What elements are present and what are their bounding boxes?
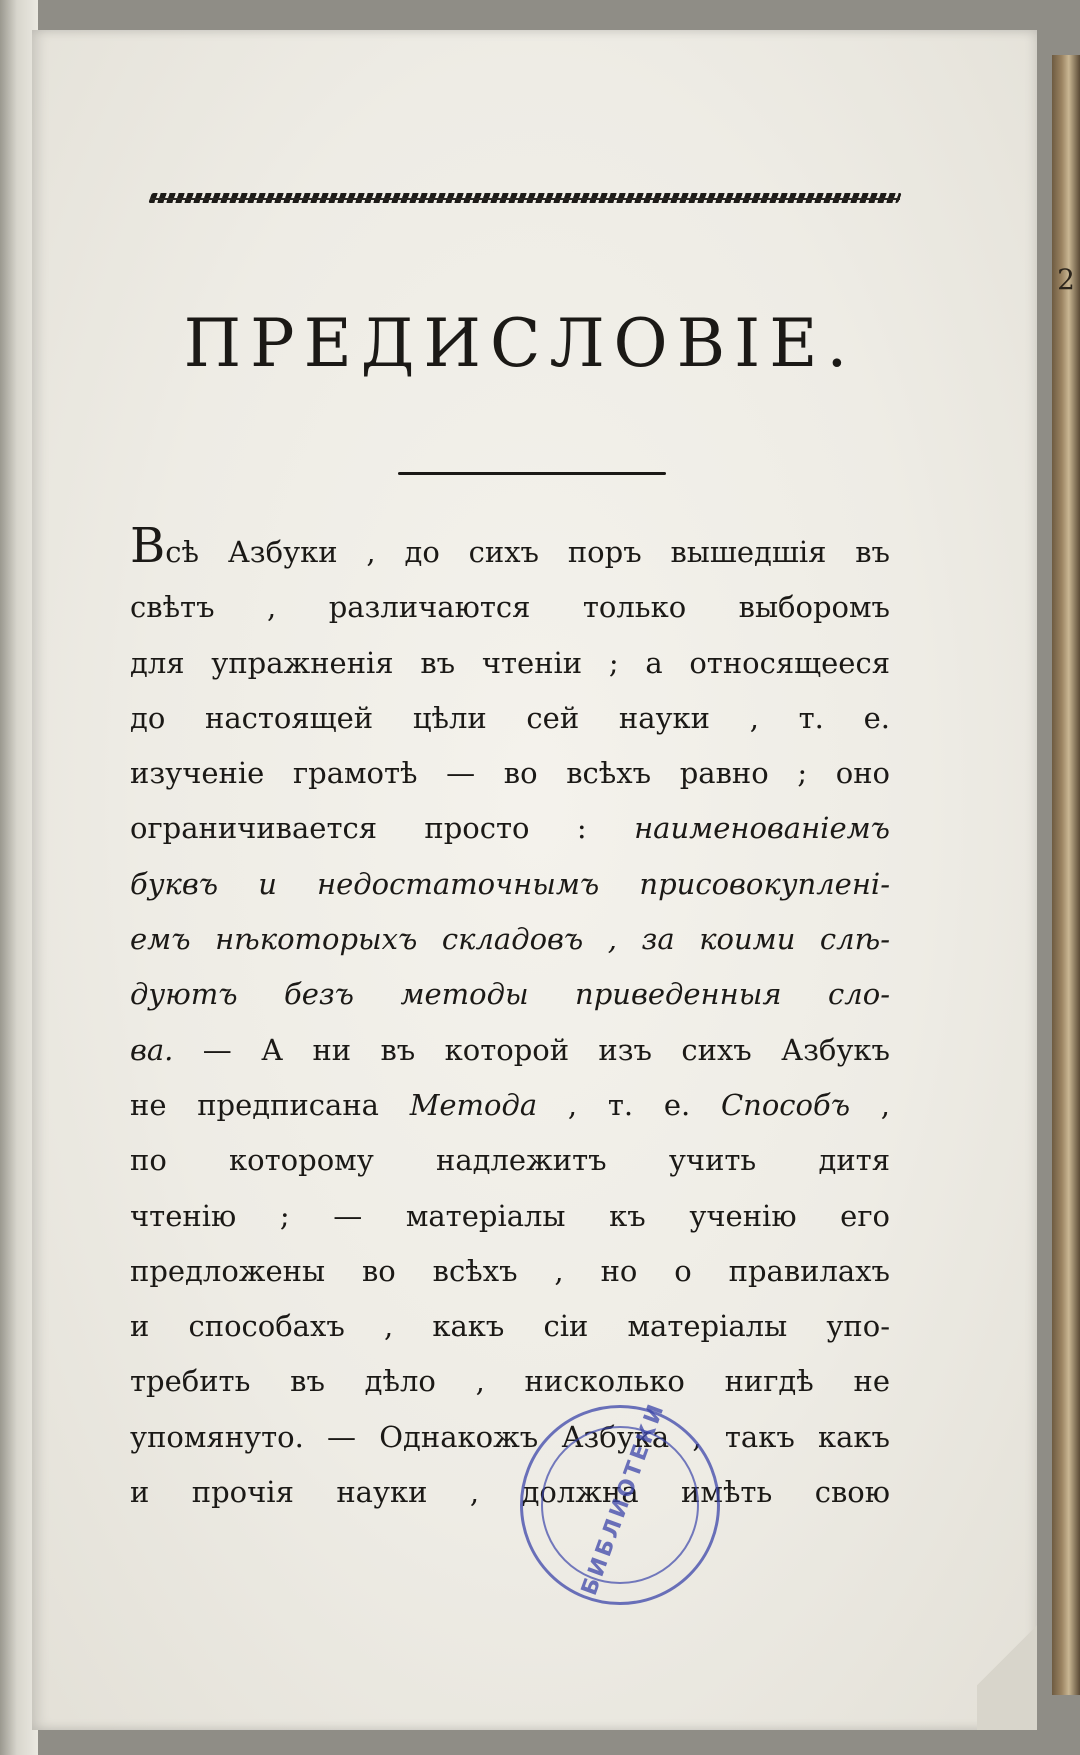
text-run: сѣ Азбуки , до сихъ поръ вышедшія въ: [165, 535, 890, 569]
text-line: [130, 1465, 890, 1520]
text-line: [130, 1078, 890, 1133]
text-line: [130, 746, 890, 801]
page-title: ПРЕДИСЛОВІЕ.: [183, 305, 857, 382]
text-run: чтенію ; — матеріалы къ ученію его: [130, 1198, 890, 1233]
text-run: Метода: [409, 1087, 538, 1122]
library-stamp: [520, 1398, 720, 1605]
text-line: [130, 967, 890, 1022]
text-line: [130, 857, 890, 912]
text-run: требить въ дѣло , нисколько нигдѣ не: [130, 1364, 890, 1399]
text-run: Способъ: [720, 1087, 851, 1122]
preface-text: [130, 518, 891, 1520]
book-spine-edge: [1052, 55, 1080, 1695]
text-line: [130, 1023, 890, 1078]
spine-mark: 2: [1057, 263, 1075, 296]
text-run: предложены во всѣхъ , но о правилахъ: [130, 1253, 890, 1288]
header-ornament-line: [150, 198, 900, 200]
text-line: [130, 1133, 890, 1188]
text-run: до настоящей цѣли сей науки , т. е.: [130, 700, 890, 735]
text-line: [130, 636, 890, 691]
text-line: [130, 580, 890, 635]
text-run: свѣтъ , различаются только выборомъ: [130, 590, 890, 625]
text-run: для упражненія въ чтеніи ; а относящееся: [130, 645, 890, 680]
text-line: [130, 691, 890, 746]
text-line: [130, 801, 890, 856]
text-run: емъ нѣкоторыхъ складовъ , за коими слѣ-: [130, 922, 890, 957]
text-run: наименованіемъ: [634, 811, 890, 846]
library-stamp-text: БИБЛИОТЕКИ: [577, 1398, 671, 1599]
text-run: ограничивается просто :: [130, 811, 635, 846]
text-run: буквъ и недостаточнымъ присовокупленi-: [130, 866, 890, 901]
corner-fold: [977, 1580, 1037, 1730]
text-run: дуютъ безъ методы приведенныя сло-: [130, 977, 890, 1012]
text-line: [130, 912, 890, 967]
text-run: и прочія науки , должна имѣть свою: [130, 1475, 890, 1510]
drop-cap: В: [130, 518, 166, 574]
text-line: [130, 1189, 890, 1244]
text-run: упомянуто. — Однакожъ Азбука , такъ какъ: [130, 1419, 890, 1454]
text-run: по которому надлежитъ учить дитя: [130, 1143, 890, 1178]
text-run: и способахъ , какъ сіи матеріалы упо-: [130, 1309, 890, 1344]
text-line: [130, 1354, 890, 1409]
text-run: не предписана: [130, 1087, 410, 1122]
text-line: [130, 518, 890, 580]
text-run: , т. е.: [537, 1087, 721, 1122]
text-line: [130, 1244, 890, 1299]
text-line: [130, 1410, 890, 1465]
text-line: [130, 1299, 890, 1354]
text-run: изученіе грамотѣ — во всѣхъ равно ; оно: [130, 756, 890, 791]
text-run: — А ни въ которой изъ сихъ Азбукъ: [173, 1032, 890, 1067]
text-run: ,: [850, 1087, 891, 1122]
title-rule: [398, 472, 666, 475]
text-run: ва.: [130, 1032, 174, 1067]
